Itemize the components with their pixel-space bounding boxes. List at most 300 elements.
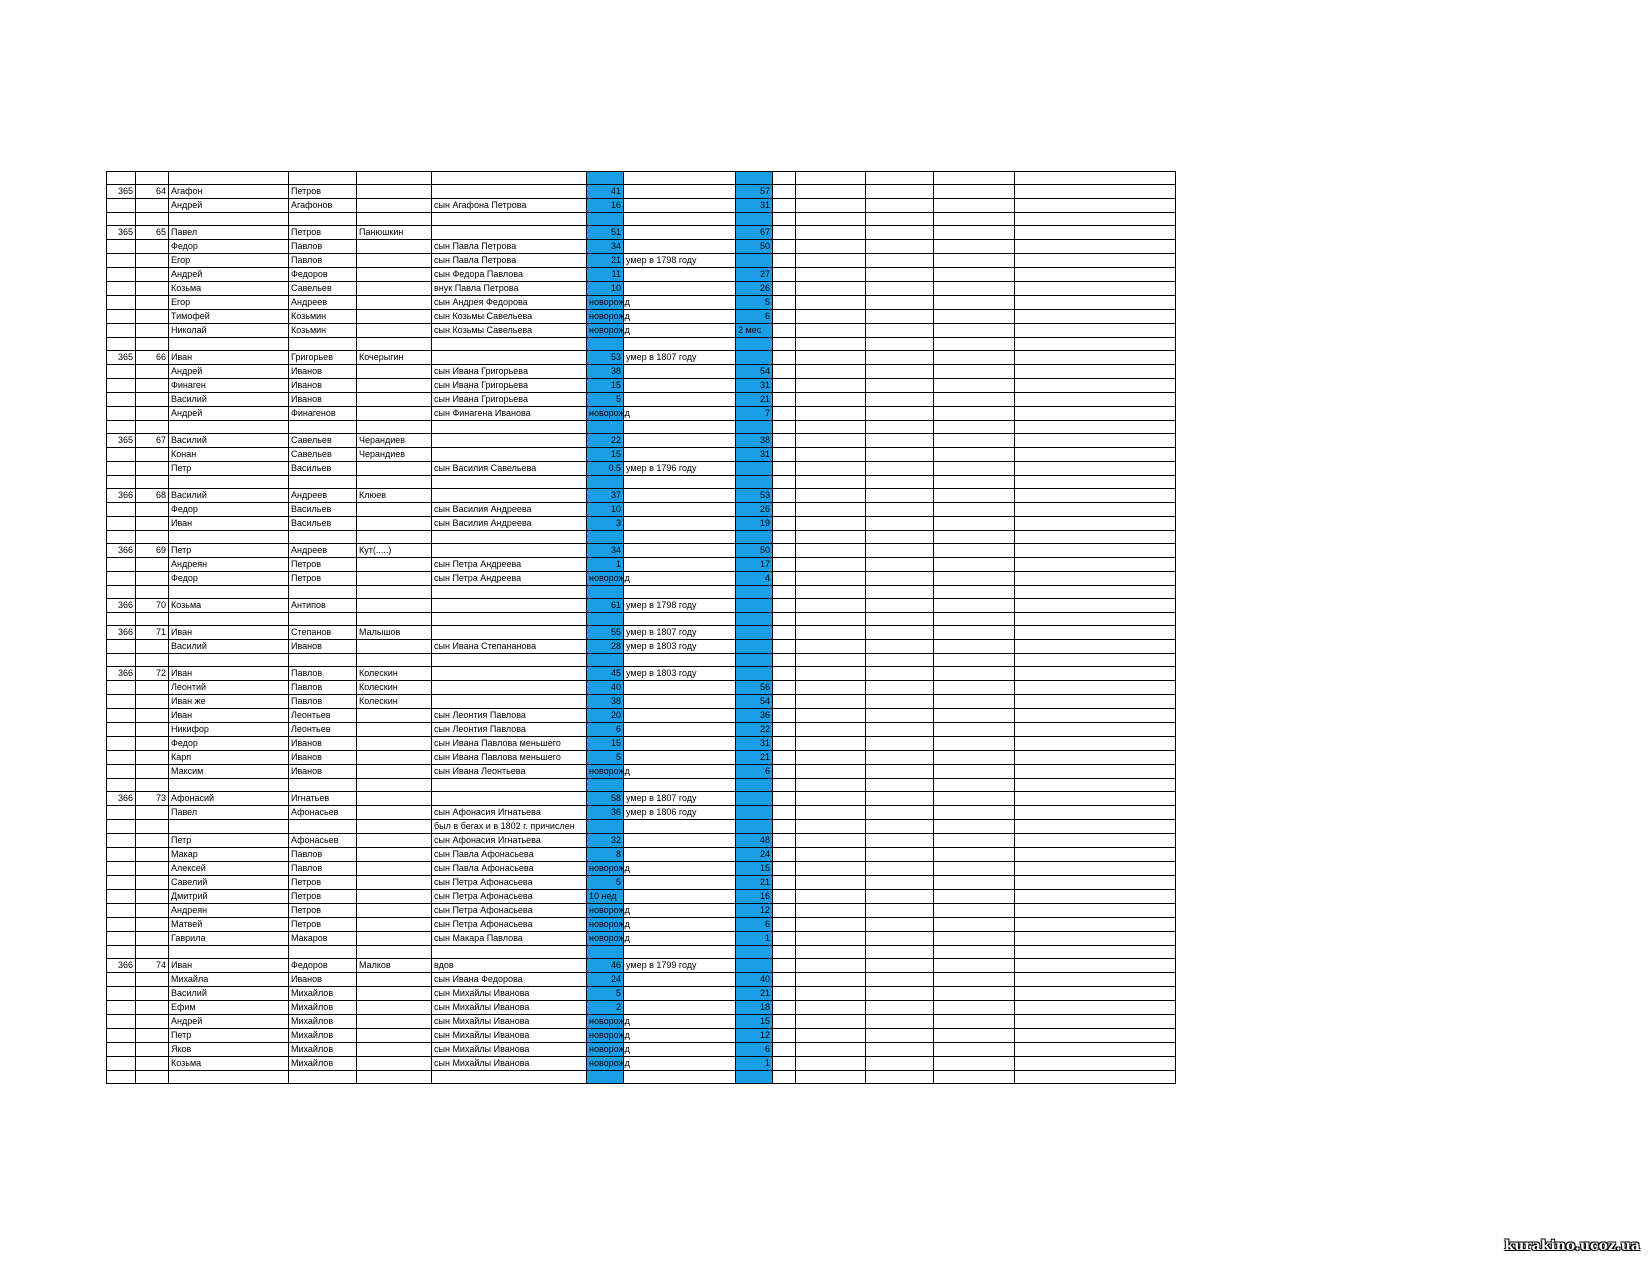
age-1795-cell: 41: [587, 185, 624, 199]
page-cell: [107, 876, 136, 890]
note-cell: [624, 987, 736, 1001]
age-text: новорожд: [589, 1058, 630, 1068]
empty-cell: [773, 904, 796, 918]
household-number-cell: [136, 946, 169, 959]
empty-cell: [773, 654, 796, 667]
page-cell: 365: [107, 226, 136, 240]
page-cell: 366: [107, 667, 136, 681]
table-row: [107, 1015, 1176, 1029]
empty-cell: [1015, 503, 1176, 517]
relation-cell: сын Афонасия Игнатьева: [432, 806, 587, 820]
age-1811-cell: 22: [736, 723, 773, 737]
table-row: [107, 904, 1176, 918]
empty-cell: [796, 792, 866, 806]
surname-cell: Кочерыгин: [357, 351, 432, 365]
age-1795-cell: 6: [587, 723, 624, 737]
empty-cell: [1015, 448, 1176, 462]
table-row: [107, 407, 1176, 421]
empty-cell: [1015, 254, 1176, 268]
page-cell: [107, 1015, 136, 1029]
household-number-cell: [136, 310, 169, 324]
empty-cell: [866, 199, 934, 213]
empty-cell: [796, 626, 866, 640]
surname-cell: [357, 1057, 432, 1071]
empty-cell: [773, 613, 796, 626]
note-cell: [624, 421, 736, 434]
note-cell: [624, 544, 736, 558]
empty-cell: [866, 848, 934, 862]
note-cell: [624, 393, 736, 407]
relation-cell: сын Михайлы Иванова: [432, 1043, 587, 1057]
household-number-cell: [136, 876, 169, 890]
household-number-cell: 66: [136, 351, 169, 365]
empty-cell: [934, 421, 1015, 434]
table-row: [107, 792, 1176, 806]
empty-cell: [1015, 613, 1176, 626]
age-1811-cell: 31: [736, 199, 773, 213]
first-name-cell: [169, 338, 289, 351]
age-1795-cell: 34: [587, 240, 624, 254]
empty-cell: [773, 586, 796, 599]
empty-cell: [866, 932, 934, 946]
surname-cell: [357, 709, 432, 723]
relation-cell: [432, 626, 587, 640]
empty-cell: [1015, 558, 1176, 572]
note-cell: [624, 765, 736, 779]
empty-cell: [866, 806, 934, 820]
empty-cell: [866, 626, 934, 640]
empty-cell: [1015, 876, 1176, 890]
page-cell: 366: [107, 544, 136, 558]
empty-cell: [773, 1057, 796, 1071]
household-number-cell: [136, 172, 169, 185]
first-name-cell: Козьма: [169, 1057, 289, 1071]
empty-cell: [773, 792, 796, 806]
first-name-cell: Андрей: [169, 365, 289, 379]
empty-cell: [866, 489, 934, 503]
empty-cell: [1015, 1001, 1176, 1015]
empty-cell: [796, 489, 866, 503]
age-1811-cell: 40: [736, 973, 773, 987]
empty-cell: [934, 599, 1015, 613]
empty-cell: [796, 393, 866, 407]
page-cell: [107, 681, 136, 695]
empty-cell: [866, 681, 934, 695]
age-1795-cell: [587, 586, 624, 599]
age-text: новорожд: [589, 311, 630, 321]
empty-cell: [934, 834, 1015, 848]
empty-cell: [796, 862, 866, 876]
note-cell: умер в 1796 году: [624, 462, 736, 476]
relation-cell: [432, 185, 587, 199]
page-cell: [107, 503, 136, 517]
empty-cell: [866, 862, 934, 876]
empty-cell: [934, 1057, 1015, 1071]
age-text: 10 нед: [589, 891, 617, 901]
empty-cell: [866, 959, 934, 973]
patronymic-cell: Павлов: [289, 681, 357, 695]
relation-cell: [432, 434, 587, 448]
age-1811-cell: [736, 254, 773, 268]
empty-cell: [934, 973, 1015, 987]
table-row: [107, 599, 1176, 613]
first-name-cell: Макар: [169, 848, 289, 862]
page-cell: [107, 268, 136, 282]
note-cell: [624, 226, 736, 240]
empty-cell: [1015, 862, 1176, 876]
age-1811-cell: 67: [736, 226, 773, 240]
empty-cell: [773, 544, 796, 558]
empty-cell: [796, 973, 866, 987]
empty-cell: [866, 296, 934, 310]
note-cell: [624, 489, 736, 503]
empty-cell: [796, 586, 866, 599]
note-cell: [624, 654, 736, 667]
age-1811-cell: 50: [736, 240, 773, 254]
household-number-cell: [136, 820, 169, 834]
empty-cell: [796, 723, 866, 737]
patronymic-cell: [289, 531, 357, 544]
empty-cell: [934, 393, 1015, 407]
patronymic-cell: [289, 172, 357, 185]
age-1811-cell: 31: [736, 448, 773, 462]
empty-cell: [1015, 172, 1176, 185]
relation-cell: [432, 172, 587, 185]
age-1811-cell: 18: [736, 1001, 773, 1015]
empty-cell: [796, 987, 866, 1001]
empty-cell: [934, 751, 1015, 765]
household-number-cell: [136, 1001, 169, 1015]
empty-cell: [866, 351, 934, 365]
empty-cell: [773, 987, 796, 1001]
age-1795-cell: 38: [587, 365, 624, 379]
empty-cell: [866, 448, 934, 462]
page-cell: [107, 932, 136, 946]
first-name-cell: Павел: [169, 226, 289, 240]
page-cell: [107, 1001, 136, 1015]
empty-cell: [1015, 779, 1176, 792]
empty-cell: [1015, 489, 1176, 503]
relation-cell: [432, 1071, 587, 1084]
empty-cell: [934, 489, 1015, 503]
note-cell: умер в 1803 году: [624, 640, 736, 654]
page-cell: 366: [107, 792, 136, 806]
age-1795-cell: 45: [587, 667, 624, 681]
relation-cell: [432, 613, 587, 626]
household-number-cell: [136, 324, 169, 338]
table-row: [107, 890, 1176, 904]
note-cell: [624, 268, 736, 282]
age-1795-cell: [587, 654, 624, 667]
empty-cell: [773, 932, 796, 946]
empty-cell: [1015, 946, 1176, 959]
patronymic-cell: Агафонов: [289, 199, 357, 213]
empty-cell: [1015, 572, 1176, 586]
empty-cell: [1015, 240, 1176, 254]
age-1811-cell: [736, 476, 773, 489]
surname-cell: Панюшкин: [357, 226, 432, 240]
relation-cell: [432, 779, 587, 792]
empty-cell: [934, 448, 1015, 462]
patronymic-cell: Григорьев: [289, 351, 357, 365]
table-row: [107, 1029, 1176, 1043]
empty-cell: [1015, 792, 1176, 806]
first-name-cell: Алексей: [169, 862, 289, 876]
empty-cell: [866, 599, 934, 613]
page-cell: [107, 572, 136, 586]
age-text: новорожд: [589, 933, 630, 943]
empty-cell: [773, 918, 796, 932]
first-name-cell: Максим: [169, 765, 289, 779]
table-row: [107, 338, 1176, 351]
age-1795-cell: [587, 946, 624, 959]
empty-cell: [796, 695, 866, 709]
first-name-cell: Леонтий: [169, 681, 289, 695]
household-number-cell: [136, 1057, 169, 1071]
household-number-cell: [136, 779, 169, 792]
note-cell: умер в 1798 году: [624, 599, 736, 613]
age-1795-cell: 15: [587, 379, 624, 393]
empty-cell: [866, 282, 934, 296]
age-1811-cell: [736, 946, 773, 959]
empty-cell: [773, 226, 796, 240]
empty-cell: [934, 959, 1015, 973]
empty-cell: [866, 531, 934, 544]
patronymic-cell: [289, 820, 357, 834]
empty-cell: [1015, 185, 1176, 199]
first-name-cell: Афонасий: [169, 792, 289, 806]
first-name-cell: Карп: [169, 751, 289, 765]
patronymic-cell: Петров: [289, 185, 357, 199]
empty-cell: [796, 779, 866, 792]
empty-cell: [773, 723, 796, 737]
empty-cell: [866, 640, 934, 654]
empty-cell: [934, 407, 1015, 421]
empty-cell: [796, 681, 866, 695]
age-1795-cell: 55: [587, 626, 624, 640]
age-1795-cell: 20: [587, 709, 624, 723]
age-1795-cell: [587, 904, 630, 918]
empty-cell: [866, 462, 934, 476]
age-1811-cell: 31: [736, 379, 773, 393]
page-cell: [107, 393, 136, 407]
surname-cell: [357, 862, 432, 876]
age-1795-cell: 38: [587, 695, 624, 709]
age-1811-cell: 27: [736, 268, 773, 282]
empty-cell: [796, 282, 866, 296]
age-text: новорожд: [589, 1044, 630, 1054]
note-cell: [624, 338, 736, 351]
patronymic-cell: Леонтьев: [289, 723, 357, 737]
empty-cell: [796, 1001, 866, 1015]
empty-cell: [934, 185, 1015, 199]
empty-cell: [796, 904, 866, 918]
empty-cell: [796, 613, 866, 626]
empty-cell: [866, 751, 934, 765]
empty-cell: [1015, 1043, 1176, 1057]
empty-cell: [1015, 681, 1176, 695]
household-number-cell: [136, 973, 169, 987]
age-1811-cell: 7: [736, 407, 773, 421]
patronymic-cell: Павлов: [289, 240, 357, 254]
age-1811-cell: 54: [736, 365, 773, 379]
patronymic-cell: Козьмин: [289, 310, 357, 324]
page-cell: [107, 1057, 136, 1071]
first-name-cell: Андрей: [169, 407, 289, 421]
table-row: [107, 751, 1176, 765]
surname-cell: [357, 973, 432, 987]
empty-cell: [796, 324, 866, 338]
relation-cell: [432, 489, 587, 503]
household-number-cell: [136, 834, 169, 848]
empty-cell: [934, 626, 1015, 640]
patronymic-cell: [289, 946, 357, 959]
age-text: новорожд: [589, 297, 630, 307]
first-name-cell: Федор: [169, 240, 289, 254]
note-cell: [624, 476, 736, 489]
first-name-cell: Василий: [169, 640, 289, 654]
page-cell: [107, 820, 136, 834]
empty-cell: [1015, 407, 1176, 421]
empty-cell: [1015, 973, 1176, 987]
note-cell: [624, 558, 736, 572]
patronymic-cell: Афонасьев: [289, 834, 357, 848]
age-text: новорожд: [589, 325, 630, 335]
page-cell: [107, 640, 136, 654]
relation-cell: [432, 226, 587, 240]
surname-cell: [357, 613, 432, 626]
empty-cell: [796, 876, 866, 890]
empty-cell: [866, 213, 934, 226]
empty-cell: [796, 434, 866, 448]
empty-cell: [773, 1029, 796, 1043]
table-row: [107, 1071, 1176, 1084]
patronymic-cell: Михайлов: [289, 1015, 357, 1029]
age-1795-cell: 10: [587, 503, 624, 517]
age-1795-cell: [587, 296, 630, 310]
page-cell: 365: [107, 351, 136, 365]
relation-cell: сын Василия Андреева: [432, 517, 587, 531]
relation-cell: сын Леонтия Павлова: [432, 723, 587, 737]
patronymic-cell: Савельев: [289, 282, 357, 296]
patronymic-cell: Федоров: [289, 959, 357, 973]
empty-cell: [1015, 667, 1176, 681]
empty-cell: [866, 973, 934, 987]
first-name-cell: Павел: [169, 806, 289, 820]
table-row: [107, 421, 1176, 434]
surname-cell: [357, 213, 432, 226]
empty-cell: [866, 1071, 934, 1084]
table-row: [107, 282, 1176, 296]
empty-cell: [1015, 904, 1176, 918]
note-cell: [624, 448, 736, 462]
empty-cell: [796, 296, 866, 310]
household-number-cell: [136, 751, 169, 765]
empty-cell: [773, 476, 796, 489]
household-number-cell: 72: [136, 667, 169, 681]
note-cell: умер в 1806 году: [624, 806, 736, 820]
empty-cell: [796, 572, 866, 586]
table-row: [107, 310, 1176, 324]
relation-cell: [432, 213, 587, 226]
empty-cell: [1015, 723, 1176, 737]
note-cell: умер в 1803 году: [624, 667, 736, 681]
page-cell: [107, 531, 136, 544]
empty-cell: [1015, 626, 1176, 640]
empty-cell: [796, 946, 866, 959]
first-name-cell: Петр: [169, 1029, 289, 1043]
age-1811-cell: [736, 654, 773, 667]
first-name-cell: Василий: [169, 987, 289, 1001]
table-row: [107, 489, 1176, 503]
household-number-cell: [136, 1043, 169, 1057]
age-1795-cell: [587, 531, 624, 544]
age-1811-cell: [736, 820, 773, 834]
household-number-cell: [136, 448, 169, 462]
table-row: [107, 365, 1176, 379]
empty-cell: [773, 779, 796, 792]
note-cell: [624, 586, 736, 599]
empty-cell: [866, 765, 934, 779]
table-row: [107, 254, 1176, 268]
empty-cell: [1015, 640, 1176, 654]
table-row: [107, 462, 1176, 476]
page-cell: [107, 172, 136, 185]
household-number-cell: [136, 282, 169, 296]
table-row: [107, 918, 1176, 932]
empty-cell: [773, 890, 796, 904]
empty-cell: [934, 531, 1015, 544]
first-name-cell: Егор: [169, 254, 289, 268]
page-cell: [107, 462, 136, 476]
household-number-cell: [136, 862, 169, 876]
empty-cell: [796, 172, 866, 185]
household-number-cell: [136, 1015, 169, 1029]
age-1811-cell: 12: [736, 1029, 773, 1043]
patronymic-cell: [289, 476, 357, 489]
patronymic-cell: Павлов: [289, 667, 357, 681]
patronymic-cell: Иванов: [289, 751, 357, 765]
surname-cell: [357, 779, 432, 792]
relation-cell: сын Михайлы Иванова: [432, 1029, 587, 1043]
empty-cell: [796, 1029, 866, 1043]
first-name-cell: [169, 476, 289, 489]
empty-cell: [866, 407, 934, 421]
empty-cell: [934, 640, 1015, 654]
table-row: [107, 820, 1176, 834]
age-1795-cell: 58: [587, 792, 624, 806]
empty-cell: [934, 779, 1015, 792]
relation-cell: был в бегах и в 1802 г. причислен: [432, 820, 587, 834]
empty-cell: [796, 820, 866, 834]
note-cell: умер в 1798 году: [624, 254, 736, 268]
relation-cell: сын Ивана Павлова меньшего: [432, 751, 587, 765]
relation-cell: [432, 338, 587, 351]
empty-cell: [773, 268, 796, 282]
first-name-cell: Иван же: [169, 695, 289, 709]
page-cell: [107, 338, 136, 351]
table-row: [107, 213, 1176, 226]
surname-cell: [357, 654, 432, 667]
table-row: [107, 572, 1176, 586]
patronymic-cell: Савельев: [289, 434, 357, 448]
empty-cell: [934, 848, 1015, 862]
empty-cell: [773, 172, 796, 185]
first-name-cell: Николай: [169, 324, 289, 338]
table-row: [107, 723, 1176, 737]
page-cell: [107, 310, 136, 324]
empty-cell: [773, 434, 796, 448]
